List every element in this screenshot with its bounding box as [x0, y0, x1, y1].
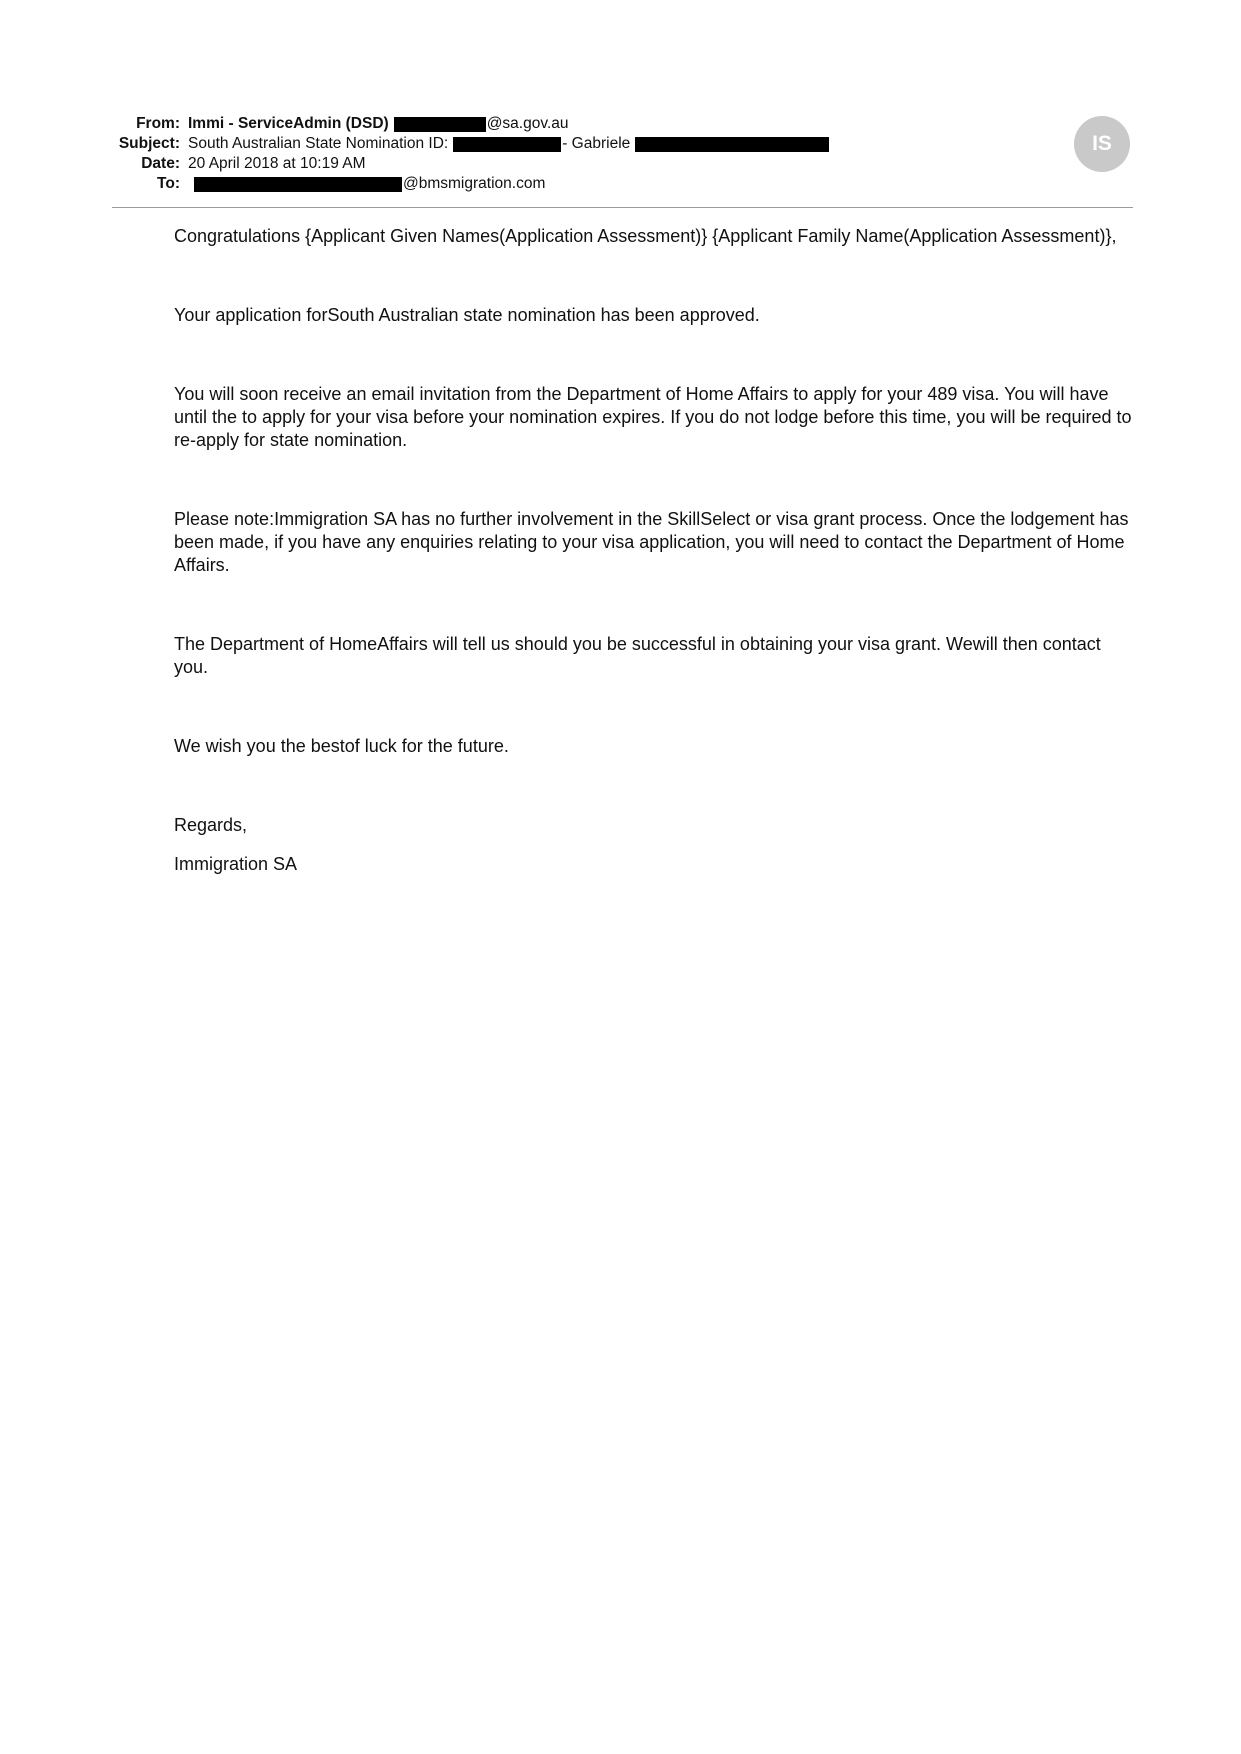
redacted-family-name: [635, 137, 829, 152]
sender-name: Immi - ServiceAdmin (DSD): [188, 115, 389, 132]
redacted-nomination-id: [453, 137, 561, 152]
avatar-initials: IS: [1092, 132, 1112, 155]
closing-line: Regards,: [174, 815, 248, 835]
header-divider: [112, 207, 1133, 208]
sender-email-domain: @sa.gov.au: [486, 115, 569, 132]
note-paragraph: Please note:Immigration SA has no further involvement in the SkillSelect or visa grant process. Once the lodgement has been made, if you have any enquiries relating to your visa application, you will need to contact the Department of Home Affairs.: [174, 509, 1129, 575]
from-row: [112, 114, 1132, 134]
date-label: Date:: [141, 155, 180, 172]
visa-grant-paragraph: The Department of HomeAffairs will tell us should you be successful in obtaining your visa grant. Wewill then contact you.: [174, 634, 1101, 677]
from-value[interactable]: [188, 114, 569, 134]
email-header: [112, 114, 1132, 194]
recipient-email-domain: @bmsmigration.com: [403, 175, 546, 192]
redacted-sender-address: [394, 117, 486, 132]
subject-label: Subject:: [118, 135, 180, 152]
email-body: [174, 225, 1134, 932]
to-row: [112, 174, 1132, 194]
wish-paragraph: We wish you the bestof luck for the future.: [174, 736, 509, 756]
from-label: From:: [136, 115, 180, 132]
sender-avatar: [1074, 116, 1130, 172]
subject-prefix: South Australian State Nomination ID:: [188, 135, 449, 152]
greeting-paragraph: Congratulations {Applicant Given Names(Application Assessment)} {Applicant Family Name(Application Assessment)},: [174, 226, 1117, 246]
subject-value: [188, 134, 830, 154]
invitation-paragraph: You will soon receive an email invitation from the Department of Home Affairs to apply for your 489 visa. You will have until the to apply for your visa before your nomination expires. If you do not lodge before this time, you will be required to re-apply for state nomination.: [174, 384, 1132, 450]
approval-paragraph: Your application forSouth Australian state nomination has been approved.: [174, 305, 760, 325]
to-label: To:: [157, 175, 180, 192]
redacted-recipient-address: [194, 177, 402, 192]
date-value: 20 April 2018 at 10:19 AM: [188, 155, 366, 172]
subject-row: [112, 134, 1132, 154]
subject-name: - Gabriele: [562, 135, 631, 152]
signature-line: Immigration SA: [174, 854, 298, 874]
to-value[interactable]: [188, 174, 545, 194]
date-row: [112, 154, 1132, 174]
